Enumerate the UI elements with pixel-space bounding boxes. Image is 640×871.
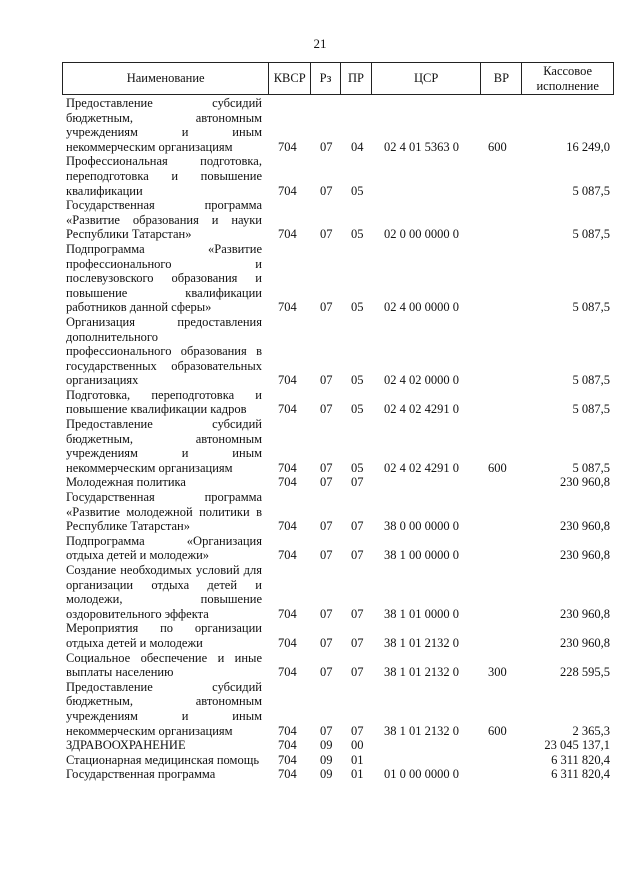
row-kvsr: 704 [278, 723, 297, 738]
row-kvsr: 704 [278, 548, 297, 563]
table-header [62, 62, 614, 95]
row-rz: 07 [320, 665, 333, 680]
row-name: Создание необходимых условий для организации отдыха детей и молодежи, повышение оздоровительного эффекта [66, 563, 262, 621]
row-pr: 07 [351, 606, 364, 621]
row-csr: 02 4 00 0000 0 [384, 300, 459, 315]
table-body [66, 96, 614, 782]
row-kvsr: 704 [278, 460, 297, 475]
row-kvsr: 704 [278, 227, 297, 242]
row-rz: 07 [320, 548, 333, 563]
row-rz: 07 [320, 183, 333, 198]
row-amount: 5 087,5 [572, 460, 610, 475]
page-number: 21 [313, 36, 327, 51]
row-amount: 5 087,5 [572, 373, 610, 388]
row-vr: 300 [488, 665, 507, 680]
row-kvsr: 704 [278, 475, 297, 490]
table-row [66, 621, 614, 650]
table-row [66, 563, 614, 621]
row-csr: 38 1 01 2132 0 [384, 635, 459, 650]
row-amount: 5 087,5 [572, 300, 610, 315]
row-amount: 230 960,8 [560, 635, 610, 650]
table-row [66, 534, 614, 563]
row-amount: 6 311 820,4 [551, 767, 610, 782]
row-kvsr: 704 [278, 139, 297, 154]
row-csr: 01 0 00 0000 0 [384, 767, 459, 782]
row-kvsr: 704 [278, 183, 297, 198]
row-pr: 07 [351, 665, 364, 680]
table-row [66, 417, 614, 475]
row-name: Организация предоставления дополнительного профессионального образования в государственных образовательных организациях [66, 314, 262, 388]
table-row [66, 315, 614, 388]
row-kvsr: 704 [278, 402, 297, 417]
header-kvsr: КВСР [269, 63, 311, 94]
row-vr: 600 [488, 723, 507, 738]
row-pr: 00 [351, 738, 364, 753]
header-name: Наименование [63, 63, 269, 94]
row-name: Государственная программа [66, 767, 216, 782]
row-csr: 38 1 01 2132 0 [384, 665, 459, 680]
header-pr: ПР [341, 63, 372, 94]
row-csr: 02 4 01 5363 0 [384, 139, 459, 154]
row-rz: 07 [320, 723, 333, 738]
row-rz: 09 [320, 767, 333, 782]
header-kassovoe-line1: Кассовое [543, 63, 593, 78]
row-amount: 230 960,8 [560, 519, 610, 534]
row-csr: 02 0 00 0000 0 [384, 227, 459, 242]
row-pr: 07 [351, 475, 364, 490]
row-rz: 07 [320, 475, 333, 490]
row-rz: 09 [320, 752, 333, 767]
row-name: Предоставление субсидий бюджетным, автономным учреждениям и иным некоммерческим организациям [66, 417, 262, 475]
row-amount: 6 311 820,4 [551, 752, 610, 767]
row-amount: 23 045 137,1 [544, 738, 610, 753]
row-name: Социальное обеспечение и иные выплаты населению [66, 650, 262, 680]
row-rz: 07 [320, 519, 333, 534]
row-pr: 07 [351, 723, 364, 738]
row-pr: 07 [351, 635, 364, 650]
row-csr: 02 4 02 0000 0 [384, 373, 459, 388]
table-row [66, 96, 614, 154]
table-row [66, 198, 614, 242]
table-row [66, 767, 614, 782]
table-row [66, 154, 614, 198]
row-name: Мероприятия по организации отдыха детей и молодежи [66, 621, 262, 650]
row-vr: 600 [488, 139, 507, 154]
row-pr: 04 [351, 139, 364, 154]
row-pr: 05 [351, 373, 364, 388]
header-csr: ЦСР [372, 63, 482, 94]
row-name: Стационарная медицинская помощь [66, 752, 260, 767]
row-amount: 230 960,8 [560, 606, 610, 621]
table-row [66, 680, 614, 738]
row-rz: 07 [320, 606, 333, 621]
row-csr: 02 4 02 4291 0 [384, 460, 459, 475]
row-name: Государственная программа «Развитие молодежной политики в Республике Татарстан» [66, 490, 262, 534]
row-pr: 07 [351, 519, 364, 534]
row-kvsr: 704 [278, 373, 297, 388]
row-rz: 07 [320, 373, 333, 388]
row-name: Подготовка, переподготовка и повышение квалификации кадров [66, 387, 262, 417]
table-row [66, 490, 614, 534]
row-kvsr: 704 [278, 752, 297, 767]
row-pr: 05 [351, 227, 364, 242]
table-row [66, 738, 614, 753]
row-rz: 07 [320, 227, 333, 242]
row-pr: 07 [351, 548, 364, 563]
table-row [66, 388, 614, 417]
row-name: Молодежная политика [66, 475, 186, 490]
row-kvsr: 704 [278, 606, 297, 621]
header-rz: Рз [311, 63, 341, 94]
header-kassovoe-line2: исполнение [536, 78, 599, 93]
row-kvsr: 704 [278, 519, 297, 534]
row-amount: 16 249,0 [566, 139, 610, 154]
row-pr: 05 [351, 300, 364, 315]
row-amount: 228 595,5 [560, 665, 610, 680]
row-rz: 09 [320, 738, 333, 753]
row-amount: 2 365,3 [572, 723, 610, 738]
row-csr: 38 0 00 0000 0 [384, 519, 459, 534]
row-kvsr: 704 [278, 300, 297, 315]
row-name: Профессиональная подготовка, переподготовка и повышение квалификации [66, 154, 262, 198]
row-csr: 38 1 01 0000 0 [384, 606, 459, 621]
row-kvsr: 704 [278, 635, 297, 650]
row-name: Предоставление субсидий бюджетным, автономным учреждениям и иным некоммерческим организациям [66, 679, 262, 738]
row-rz: 07 [320, 139, 333, 154]
row-amount: 5 087,5 [572, 183, 610, 198]
row-pr: 05 [351, 183, 364, 198]
row-kvsr: 704 [278, 738, 297, 753]
row-name: Подпрограмма «Развитие профессионального и послевузовского образования и повышение квалификации работников данной сферы» [66, 241, 262, 315]
row-csr: 02 4 02 4291 0 [384, 402, 459, 417]
table-row [66, 753, 614, 768]
row-csr: 38 1 00 0000 0 [384, 548, 459, 563]
row-pr: 01 [351, 767, 364, 782]
row-vr: 600 [488, 460, 507, 475]
row-amount: 5 087,5 [572, 402, 610, 417]
row-rz: 07 [320, 300, 333, 315]
row-amount: 230 960,8 [560, 475, 610, 490]
row-rz: 07 [320, 635, 333, 650]
table-row [66, 475, 614, 490]
row-amount: 5 087,5 [572, 227, 610, 242]
row-rz: 07 [320, 460, 333, 475]
row-rz: 07 [320, 402, 333, 417]
row-name: Подпрограмма «Организация отдыха детей и молодежи» [66, 533, 262, 563]
row-name: ЗДРАВООХРАНЕНИЕ [66, 738, 186, 753]
row-csr: 38 1 01 2132 0 [384, 723, 459, 738]
row-amount: 230 960,8 [560, 548, 610, 563]
header-vr: ВР [481, 63, 522, 94]
table-row [66, 651, 614, 680]
row-pr: 01 [351, 752, 364, 767]
row-kvsr: 704 [278, 767, 297, 782]
table-row [66, 242, 614, 315]
row-name: Предоставление субсидий бюджетным, автономным учреждениям и иным некоммерческим организациям [66, 96, 262, 154]
row-pr: 05 [351, 402, 364, 417]
row-kvsr: 704 [278, 665, 297, 680]
row-name: Государственная программа «Развитие образования и науки Республики Татарстан» [66, 198, 262, 242]
header-kassovoe-ispolnenie [522, 63, 613, 94]
row-pr: 05 [351, 460, 364, 475]
